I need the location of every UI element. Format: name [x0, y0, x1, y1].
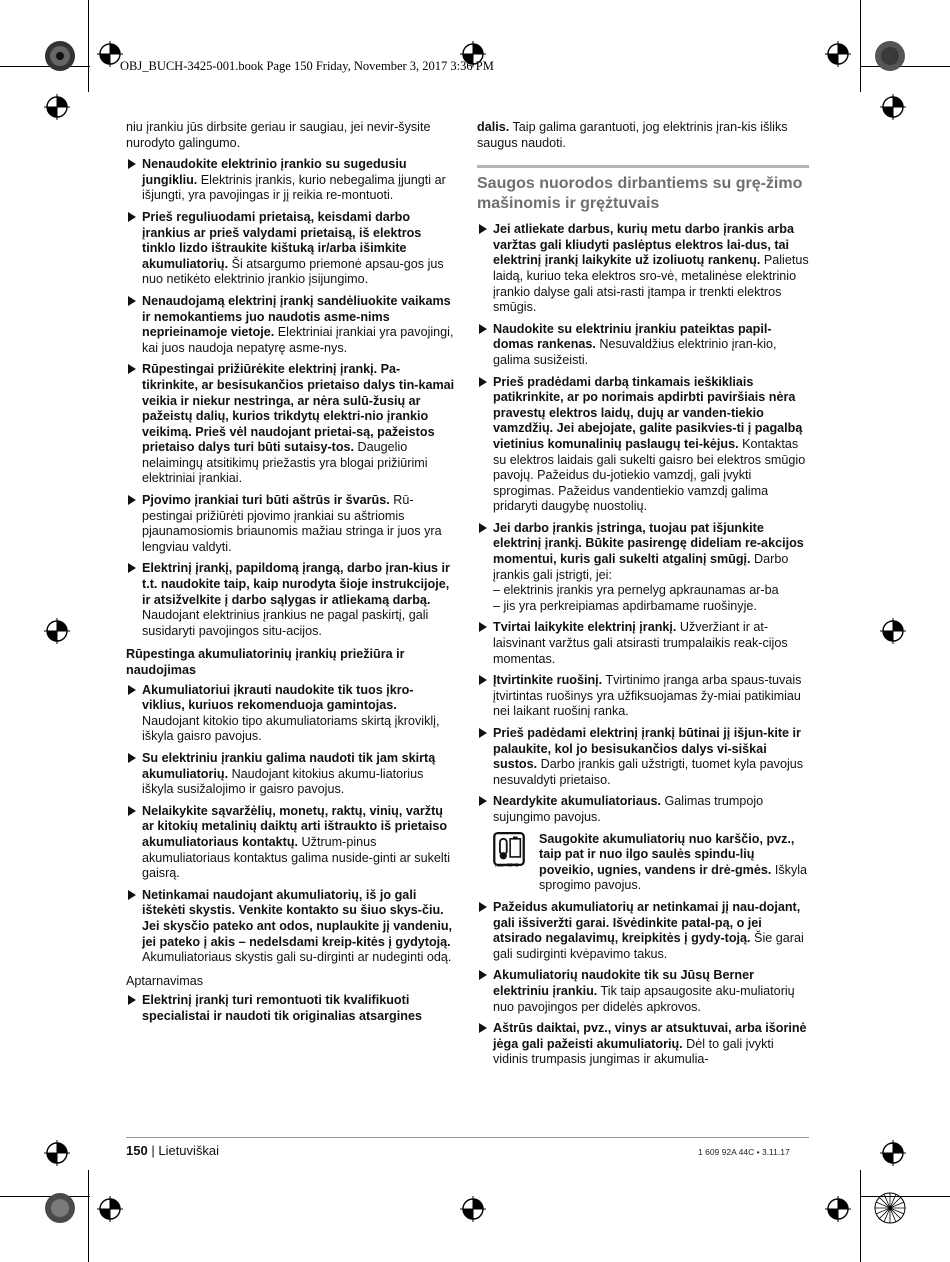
- body-text: Užtrum-pinus akumuliatoriaus kontaktus galima nuside-ginti ar sukelti gaisrą.: [142, 834, 450, 881]
- body-text: Tik taip apsaugosite aku-muliatorių nuo pavojingos per didelės apkrovos.: [493, 983, 795, 1014]
- bold-text: Su elektriniu įrankiu galima naudoti tik jam skirtą akumuliatorių.: [142, 750, 436, 781]
- crop-mark: [860, 1170, 861, 1262]
- arrow-bullet-icon: [479, 324, 487, 334]
- body-text: Palietus laidą, kuriuo teka elektros sro-vė, metalinėse elektrinio įrankio dalyse gali atsi-rasti įtampa ir trenkti elektros smūgis.: [493, 253, 809, 315]
- bold-text: Prieš padėdami elektrinį įrankį būtinai jį išjun-kite ir palaukite, kol jo besisukančios dalys vi-siškai sustos.: [493, 726, 801, 772]
- bold-text: Aštrūs daiktai, pvz., vinys ar atsuktuvai, arba išorinė jėga gali pažeisti akumuliatorių.: [493, 1021, 807, 1051]
- registration-mark-icon: [880, 94, 906, 120]
- gray-wheel-icon: [874, 1192, 906, 1224]
- arrow-bullet-icon: [479, 728, 487, 738]
- bullet-item: [126, 683, 456, 745]
- body-text: Naudojant elektrinius įrankius ne pagal paskirtį, gali susidaryti pavojingos situ-acijos.: [142, 608, 429, 638]
- bullet-item: [126, 804, 456, 882]
- arrow-bullet-icon: [479, 902, 487, 912]
- arrow-bullet-icon: [479, 622, 487, 632]
- arrow-bullet-icon: [128, 212, 136, 222]
- bullet-item: [126, 561, 456, 639]
- body-text: Rū-pestingai prižiūrėti pjovimo įrankiai su aštriomis pjaunamosiomis briaunomis mažiau stringa ir juos yra lengviau valdyti.: [142, 493, 442, 554]
- document-code: 1 609 92A 44C • 3.11.17: [698, 1147, 790, 1157]
- arrow-bullet-icon: [128, 563, 136, 573]
- registration-mark-icon: [880, 618, 906, 644]
- bold-text: Akumuliatorių naudokite tik su Jūsų Berner elektriniu įrankiu.: [493, 968, 755, 998]
- color-wheel-icon: [874, 40, 906, 72]
- bold-text: Jei darbo įrankis įstringa, tuojau pat išjunkite elektrinį įrankį. Būkite pasirengę dideliam re-akcijos momentui, kuris gali sukelti atgalinį smūgį.: [493, 520, 804, 567]
- crop-mark: [860, 0, 861, 92]
- body-text: Iškyla sprogimo pavojus.: [539, 862, 808, 893]
- registration-mark-icon: [44, 94, 70, 120]
- arrow-bullet-icon: [128, 890, 136, 900]
- registration-mark-icon: [97, 1196, 123, 1222]
- arrow-bullet-icon: [479, 970, 487, 980]
- color-wheel-icon: [44, 40, 76, 72]
- bullet-item: [126, 993, 456, 1024]
- left-column: [126, 120, 456, 1030]
- crop-mark: [88, 1170, 89, 1262]
- arrow-bullet-icon: [479, 523, 487, 533]
- bullet-item: [477, 1021, 809, 1068]
- body-text: Elektriniai įrankiai yra pavojingi, kai juos naudoja nepatyrę asme-nys.: [142, 325, 454, 355]
- arrow-bullet-icon: [479, 1023, 487, 1033]
- crop-mark: [88, 0, 89, 92]
- bold-text: Akumuliatoriui įkrauti naudokite tik tuos įkro-viklius, kuriuos rekomenduoja gamintojas.: [142, 682, 414, 713]
- arrow-bullet-icon: [128, 296, 136, 306]
- bold-text: dalis.: [477, 120, 510, 134]
- bullet-item: [477, 726, 809, 788]
- page-number: 150: [126, 1143, 148, 1158]
- body-text: Naudojant kitokius akumu-liatorius iškyla susižalojimo ir gaisro pavojus.: [142, 766, 424, 797]
- body-text: Taip galima garantuoti, jog elektrinis įran-kis išliks saugus naudoti.: [477, 120, 788, 150]
- arrow-bullet-icon: [128, 806, 136, 816]
- bold-text: Nelaikykite sąvaržėlių, monetų, raktų, vinių, varžtų ar kitokių metalinių daiktų arti ištraukto iš prietaiso akumuliatoriaus kontaktų.: [142, 803, 448, 849]
- bold-text: Saugokite akumuliatorių nuo karščio, pvz., taip pat ir nuo ilgo saulės spindu-lių poveikio, ugnies, vandens ir drė-gmės.: [539, 831, 795, 877]
- bullet-item: [126, 493, 456, 555]
- bold-text: Nenaudokite elektrinio įrankio su sugedusiu jungikliu.: [142, 157, 407, 187]
- bold-text: Įtvirtinkite ruošinį.: [493, 673, 603, 688]
- body-text: Daugelio nelaimingų atsitikimų priežastis yra blogai prižiūrimi elektriniai įrankiai.: [142, 440, 428, 486]
- battery-heat-warning: [477, 832, 809, 894]
- bold-text: Neardykite akumuliatoriaus.: [493, 794, 661, 809]
- arrow-bullet-icon: [479, 377, 487, 387]
- bullet-item: [477, 673, 809, 720]
- arrow-bullet-icon: [479, 796, 487, 806]
- bullet-item: [477, 521, 809, 615]
- registration-mark-icon: [460, 1196, 486, 1222]
- body-text: Nesuvaldžius elektrinio įran-kio, galima susižeisti.: [493, 337, 777, 367]
- bullet-item: [477, 968, 809, 1015]
- bold-text: Prieš reguliuodami prietaisą, keisdami darbo įrankius ar prieš valydami prietaisą, iš elektros tinklo lizdo ištraukite kištuką ir/arba išimkite akumuliatorių.: [142, 209, 422, 271]
- body-text: Kontaktas su elektros laidais gali sukelti gaisro bei elektros smūgio pavojų. Pažeidus du-jotiekio vamzdį, gali įvykti sprogimas. Pažeidus vandentiekio vamzdį galima pridaryti daugybę nuostolių.: [493, 436, 806, 514]
- bullet-item: [126, 157, 456, 204]
- bullet-item: [126, 888, 456, 966]
- bullet-item: [477, 900, 809, 962]
- arrow-bullet-icon: [128, 685, 136, 695]
- gray-wheel-icon: [44, 1192, 76, 1224]
- bold-text: Jei atliekate darbus, kurių metu darbo įrankis arba varžtas gali kliudyti paslėptus elektros lai-dus, tai elektrinį įrankį laikykite už izoliuotų rankenų.: [493, 222, 794, 268]
- bold-text: Pjovimo įrankiai turi būti aštrūs ir švarūs.: [142, 493, 390, 508]
- registration-mark-icon: [825, 1196, 851, 1222]
- bullet-item: [477, 375, 809, 515]
- arrow-bullet-icon: [128, 495, 136, 505]
- footer-language: Lietuviškai: [158, 1143, 220, 1158]
- body-text: Užveržiant ir at-laisvinant varžtus gali atsirasti trumpalaikis reak-cijos momentas.: [493, 620, 788, 666]
- bullet-item: [477, 620, 809, 667]
- body-text: Darbo įrankis gali užstrigti, tuomet kyla pavojus nesuvaldyti prietaiso.: [493, 757, 804, 787]
- bold-text: Nenaudojamą elektrinį įrankį sandėliuokite vaikams ir nemokantiems juo naudotis asme-nims neprieinamoje vietoje.: [142, 293, 451, 340]
- bold-text: Pažeidus akumuliatorių ar netinkamai jį nau-dojant, gali išsiveržti garai. Išvėdinkite patal-pą, o jei atsirado negalavimų, kreipkitės į gydy-toją.: [493, 899, 801, 946]
- subheading: Rūpestinga akumuliatorinių įrankių priežiūra ir naudojimas: [126, 647, 405, 677]
- arrow-bullet-icon: [128, 364, 136, 374]
- bold-text: Elektrinį įrankį turi remontuoti tik kvalifikuoti specialistai ir naudoti tik originalias atsargines: [142, 993, 422, 1023]
- bullet-item: [126, 210, 456, 288]
- bold-text: Elektrinį įrankį, papildomą įrangą, darbo įran-kius ir t.t. naudokite taip, kaip nurodyta šioje instrukcijoje, ir atsižvelkite į darbo sąlygas ir atliekamą darbą.: [142, 561, 450, 607]
- bullet-item: [126, 751, 456, 798]
- arrow-bullet-icon: [128, 753, 136, 763]
- bold-text: Tvirtai laikykite elektrinį įrankį.: [493, 620, 677, 635]
- bullet-item: [477, 322, 809, 369]
- arrow-bullet-icon: [128, 159, 136, 169]
- icon-caption: max. 50°C: [495, 862, 519, 869]
- paragraph: [477, 120, 809, 151]
- bullet-item: [126, 294, 456, 356]
- footer-divider: [126, 1137, 809, 1138]
- body-text: Darbo įrankis gali įstrigti, jei: – elektrinis įrankis yra pernelyg apkraunamas ar-ba – jis yra perkreipiamas apdirbamame ruošinyje.: [493, 552, 789, 613]
- bullet-item: [126, 362, 456, 487]
- registration-mark-icon: [44, 618, 70, 644]
- bold-text: Rūpestingai prižiūrėkite elektrinį įrankį. Pa-tikrinkite, ar besisukančios prietaiso dalys tin-kamai veikia ir niekur nestringa, ar nėra sulū-žusių ar pažeistų dalių, kurios trikdytų elektri-nio įrankio veikimą. Prieš vėl naudojant prietai-są, pažeistos prietaiso dalys turi būti sutaisy-tos.: [142, 362, 455, 455]
- page-footer: [126, 1143, 219, 1158]
- section-title: Saugos nuorodos dirbantiems su grę-žimo mašinomis ir grężtuvais: [477, 165, 809, 214]
- registration-mark-icon: [825, 41, 851, 67]
- body-text: Galimas trumpojo sujungimo pavojus.: [493, 794, 764, 824]
- paragraph: niu įrankiu jūs dirbsite geriau ir saugiau, jei nevir-šysite nurodyto galingumo.: [126, 120, 431, 150]
- registration-mark-icon: [880, 1140, 906, 1166]
- footer-separator: |: [151, 1143, 155, 1158]
- file-info-header: OBJ_BUCH-3425-001.book Page 150 Friday, November 3, 2017 3:36 PM: [120, 59, 494, 73]
- registration-mark-icon: [44, 1140, 70, 1166]
- body-text: Ši atsargumo priemonė apsau-gos jus nuo netikėto elektrinio įrankio įsijungimo.: [142, 256, 444, 287]
- bullet-item: [477, 794, 809, 825]
- arrow-bullet-icon: [479, 224, 487, 234]
- body-text: Šie garai gali sudirginti kvėpavimo takus.: [493, 931, 804, 961]
- arrow-bullet-icon: [128, 995, 136, 1005]
- body-text: Naudojant kitokio tipo akumuliatoriams skirtą įkroviklį, iškyla gaisro pavojus.: [142, 713, 440, 744]
- subheading: Aptarnavimas: [126, 973, 203, 988]
- bold-text: Naudokite su elektriniu įrankiu pateiktas papil-domas rankenas.: [493, 321, 772, 352]
- bullet-item: [477, 222, 809, 316]
- body-text: Dėl to gali įvykti vidinis trumpasis jungimas ir akumulia-: [493, 1036, 774, 1067]
- body-text: Elektrinis įrankis, kurio nebegalima įjungti ar išjungti, yra pavojingas ir jį reikia re-montuoti.: [142, 172, 446, 203]
- bold-text: Netinkamai naudojant akumuliatorių, iš jo gali ištekėti skystis. Venkite kontakto su šiuo skys-čiu. Jei skysčio pateko ant odos, nuplaukite jį vandeniu, jei pateko į akis – nedelsdami kreip-kitės į gydytoją.: [142, 887, 453, 949]
- body-text: Akumuliatoriaus skystis gali su-dirginti ar nudeginti odą.: [142, 950, 452, 965]
- bold-text: Prieš pradėdami darbą tinkamais ieškikliais patikrinkite, ar po norimais apdirbti paviršiais nėra pravestų elektros laidų, dujų ar vanden-tiekio vamzdžių. Jei abejojate, galite pasikvies-ti į pagalbą vietinius komunalinių paslaugų tei-kėjus.: [493, 374, 803, 451]
- right-column: [477, 120, 809, 1074]
- arrow-bullet-icon: [479, 675, 487, 685]
- body-text: Tvirtinimo įranga arba spaus-tuvais įtvirtintas ruošinys yra užfiksuojamas žy-miai patikimiau nei laikant ruošinį ranka.: [493, 673, 802, 719]
